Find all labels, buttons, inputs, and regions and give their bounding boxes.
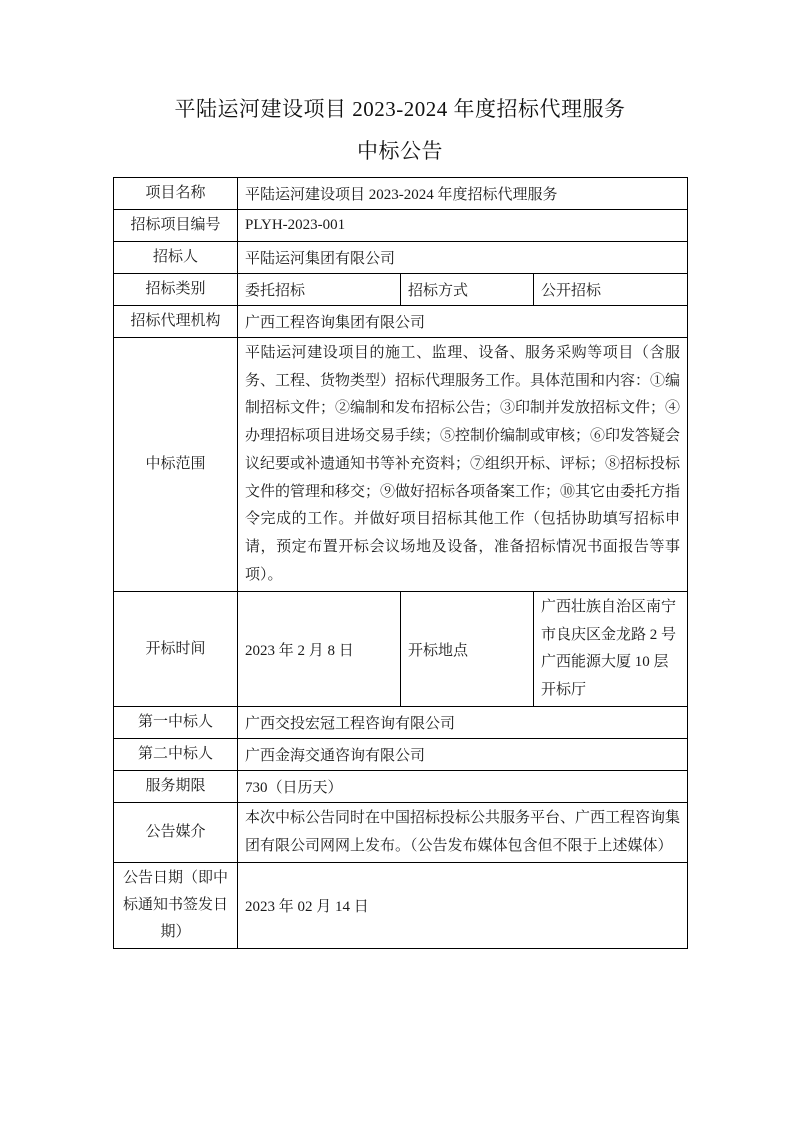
project-code-label: 招标项目编号 (114, 210, 238, 242)
table-row (114, 210, 688, 242)
table-row (114, 274, 688, 306)
announcement-media-label: 公告媒介 (114, 803, 238, 863)
tender-category-value: 委托招标 (238, 274, 401, 306)
bid-opening-time-value: 2023 年 2 月 8 日 (238, 592, 401, 707)
table-row (114, 863, 688, 949)
announcement-media-value: 本次中标公告同时在中国招标投标公共服务平台、广西工程咨询集团有限公司网网上发布。（公告发布媒体包含但不限于上述媒体） (238, 803, 688, 863)
bid-opening-place-label: 开标地点 (401, 592, 534, 707)
first-winner-label: 第一中标人 (114, 707, 238, 739)
table-row (114, 338, 688, 592)
bid-opening-place-value: 广西壮族自治区南宁市良庆区金龙路 2 号广西能源大厦 10 层开标厅 (534, 592, 688, 707)
table-row (114, 178, 688, 210)
bid-opening-time-label: 开标时间 (114, 592, 238, 707)
table-row (114, 592, 688, 707)
tenderee-label: 招标人 (114, 242, 238, 274)
title-line-1: 平陆运河建设项目 2023-2024 年度招标代理服务 (174, 97, 626, 121)
table-row (114, 707, 688, 739)
project-code-value: PLYH-2023-001 (238, 210, 688, 242)
announcement-date-value: 2023 年 02 月 14 日 (238, 863, 688, 949)
first-winner-value: 广西交投宏冠工程咨询有限公司 (238, 707, 688, 739)
tender-method-value: 公开招标 (534, 274, 688, 306)
second-winner-label: 第二中标人 (114, 739, 238, 771)
tender-method-label: 招标方式 (401, 274, 534, 306)
table-row (114, 803, 688, 863)
scope-label: 中标范围 (114, 338, 238, 592)
table-row (114, 306, 688, 338)
agency-label: 招标代理机构 (114, 306, 238, 338)
table-row (114, 739, 688, 771)
second-winner-value: 广西金海交通咨询有限公司 (238, 739, 688, 771)
agency-value: 广西工程咨询集团有限公司 (238, 306, 688, 338)
table-row (114, 771, 688, 803)
tenderee-value: 平陆运河集团有限公司 (238, 242, 688, 274)
project-name-label: 项目名称 (114, 178, 238, 210)
service-period-label: 服务期限 (114, 771, 238, 803)
table-row (114, 242, 688, 274)
project-name-value: 平陆运河建设项目 2023-2024 年度招标代理服务 (238, 178, 688, 210)
scope-value: 平陆运河建设项目的施工、监理、设备、服务采购等项目（含服务、工程、货物类型）招标代理服务工作。具体范围和内容：①编制招标文件；②编制和发布招标公告；③印制并发放招标文件；④办理招标项目进场交易手续；⑤控制价编制或审核；⑥印发答疑会议纪要或补遗通知书等补充资料；⑦组织开标、评标；⑧招标投标文件的管理和移交；⑨做好招标各项备案工作；⑩其它由委托方指令完成的工作。并做好项目招标其他工作（包括协助填写招标申请，预定布置开标会议场地及设备，准备招标情况书面报告等事项）。 (238, 338, 688, 592)
service-period-value: 730（日历天） (238, 771, 688, 803)
announcement-table (113, 177, 688, 949)
tender-category-label: 招标类别 (114, 274, 238, 306)
title-line-2: 中标公告 (357, 139, 443, 163)
document-title (0, 88, 800, 172)
announcement-date-label: 公告日期（即中标通知书签发日期） (114, 863, 238, 949)
